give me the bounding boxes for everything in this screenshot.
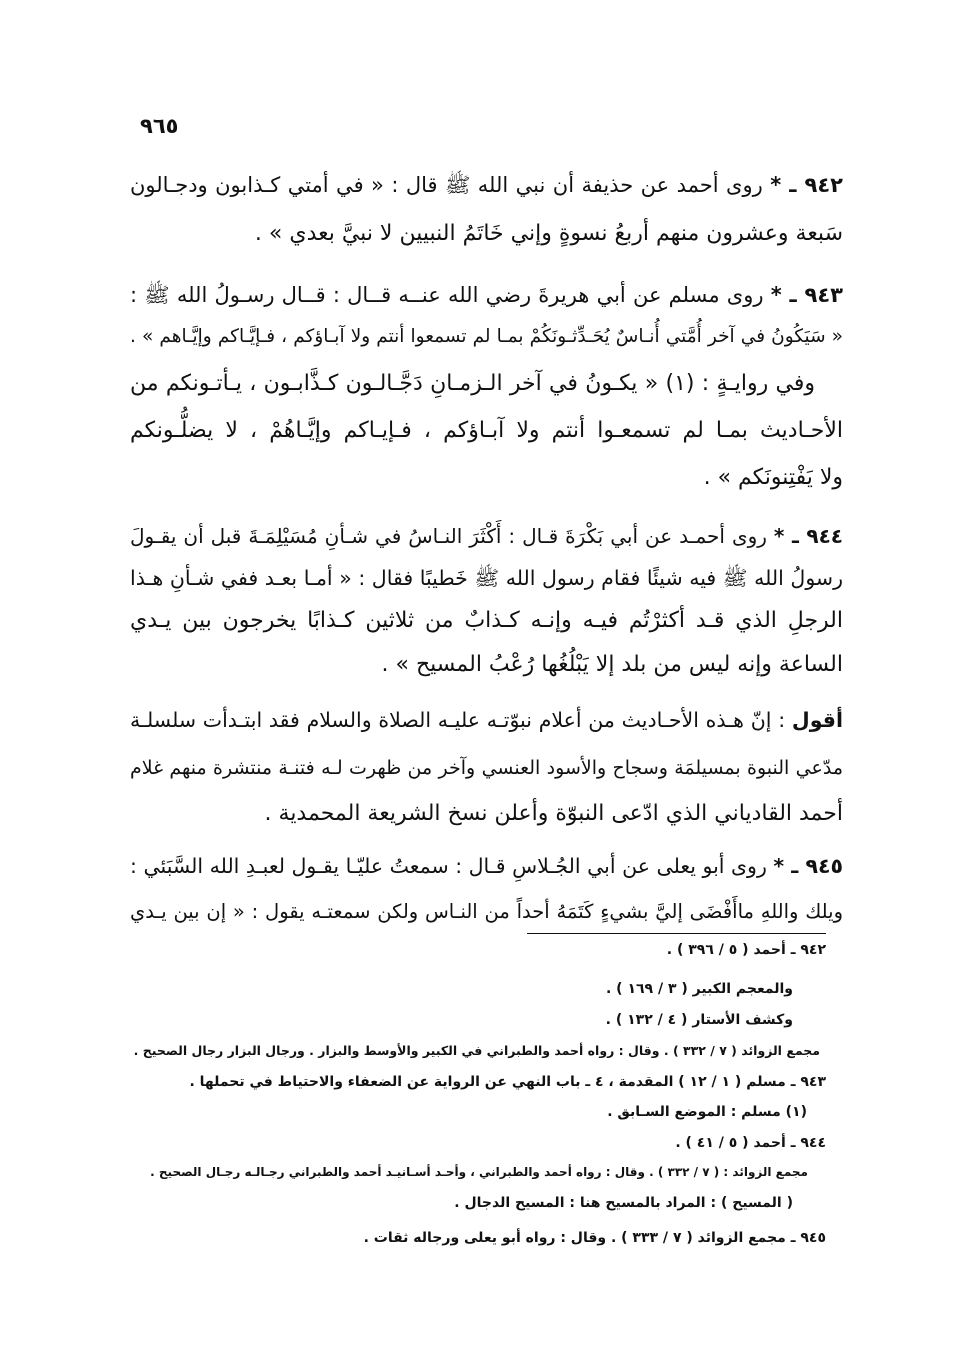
text-line: مدّعي النبوة بمسيلمَة وسجاح والأسود العنسي وآخر من ظهرت لـه فتنـة منتشرة منهم غلام [130, 757, 843, 779]
footnote-line: (١) مسلم : الموضع السـابق . [607, 1104, 807, 1120]
line-text: روى مسلم عن أبي هريرةَ رضي الله عنــه قــال : قــال رسـولُ الله ﷺ : [130, 283, 764, 307]
line-text: روى أحمـد عن أبي بَكْرَةَ قـال : أَكْثَرَ النـاسُ في شـأنِ مُسَيْلِمَـةَ قبل أن يقـولَ [130, 524, 767, 548]
text-line [130, 700, 843, 740]
footnote-line: ( المسيح ) : المراد بالمسيح هنا : المسيح الدجال . [454, 1195, 793, 1211]
hadith-number: ٩٤٣ ـ * [770, 283, 843, 307]
page-number: ٩٦٥ [140, 114, 179, 138]
text-line [130, 165, 843, 205]
line-text: روى أبو يعلى عن أبي الجُـلاسِ قـال : سمعتُ عليّـا يقـول لعبـدِ الله السَّبَئي : [130, 854, 767, 878]
hadith-number: ٩٤٢ ـ * [770, 173, 843, 197]
footnote-line: ٩٤٥ ـ مجمع الزوائد ( ٧ / ٣٣٣ ) . وقال : رواه أبو يعلى ورجاله ثقات . [363, 1230, 826, 1246]
hadith-number: ٩٤٤ ـ * [773, 524, 843, 548]
footnote-line: ٩٤٤ ـ أحمد ( ٥ / ٤١ ) . [675, 1135, 826, 1151]
text-line [130, 275, 843, 315]
footnote-line: والمعجم الكبير ( ٣ / ١٦٩ ) . [605, 981, 793, 997]
text-line: وفي روايـةٍ : (١) « يكـونُ في آخر الـزمـانِ دَجَّـالـون كـذَّابـون ، يـأتـونكم من [130, 371, 815, 396]
hadith-number: ٩٤٥ ـ * [773, 854, 843, 878]
text-line: ولا يَفْتِنونَكم » . [703, 465, 843, 490]
footnote-line: وكشف الأستار ( ٤ / ١٣٢ ) . [605, 1012, 793, 1028]
text-line: سَبعة وعشرون منهم أربعُ نسوةٍ وإني خَاتَمُ النبيين لا نبيَّ بعدي » . [254, 221, 843, 246]
text-line: رسولُ الله ﷺ فيه شيئًا فقام رسول الله ﷺ خَطيبًا فقال : « أمـا بعـد ففي شـأنِ هـذا [130, 566, 843, 590]
footnote-line: مجمع الزوائد : ( ٧ / ٣٣٢ ) . وقال : رواه أحمد والطبراني ، وأحـد أسـانيـد أحمد والطبراني رجـالـه رجـال الصحيح . [150, 1165, 808, 1179]
text-line: الأحـاديث بمـا لم تسمعـوا أنتم ولا آبـاؤكم ، فـإيـاكم وإيَّـاهُمْ ، لا يضلُّـونكم [130, 418, 843, 443]
footnote-line: ٩٤٢ ـ أحمد ( ٥ / ٣٩٦ ) . [666, 942, 826, 958]
text-line: الساعة وإنه ليس من بلد إلا يَبْلُغُها رُعْبُ المسيح » . [381, 652, 843, 677]
footnote-line: ٩٤٣ ـ مسلم ( ١ / ١٢ ) المقدمة ، ٤ ـ باب النهي عن الرواية عن الضعفاء والاحتياط في تحملها . [189, 1074, 826, 1090]
footnote-line: مجمع الزوائد ( ٧ / ٣٣٢ ) . وقال : رواه أحمد والطبراني في الكبير والأوسط والبزار . ورجال البزار رجال الصحيح . [133, 1043, 820, 1058]
text-line [130, 516, 843, 556]
text-line: « سَيَكُونُ في آخر أُمَّتي أُنـاسٌ يُحَـدِّثـونَكُمْ بمـا لم تسمعوا أنتم ولا آبـاؤكم ، فـإيَّـاكم وإيَّـاهم » . [130, 326, 843, 347]
text-line: أحمد القادياني الذي ادّعى النبوّة وأعلن نسخ الشريعة المحمدية . [264, 801, 843, 826]
text-line: ويلك واللهِ ماأَفْضَى إليَّ بشيءٍ كَتَمَهُ أحداً من النـاس ولكن سمعتـه يقول : « إن بين يـدي [130, 900, 843, 923]
text-line: الرجلِ الذي قـد أكثرْتُم فيـه وإنـه كـذابٌ من ثلاثين كـذابًا يخرجون بين يـدي [130, 608, 843, 633]
text-line [130, 846, 843, 886]
line-text: : إنّ هـذه الأحـاديث من أعلام نبوّتـه عليـه الصلاة والسلام فقد ابتـدأت سلسلـة [130, 708, 786, 732]
footnote-separator [527, 933, 826, 934]
line-text: روى أحمد عن حذيفة أن نبي الله ﷺ قال : « في أمتي كـذابون ودجـالون [130, 173, 763, 197]
comment-label: أقول [791, 708, 843, 732]
